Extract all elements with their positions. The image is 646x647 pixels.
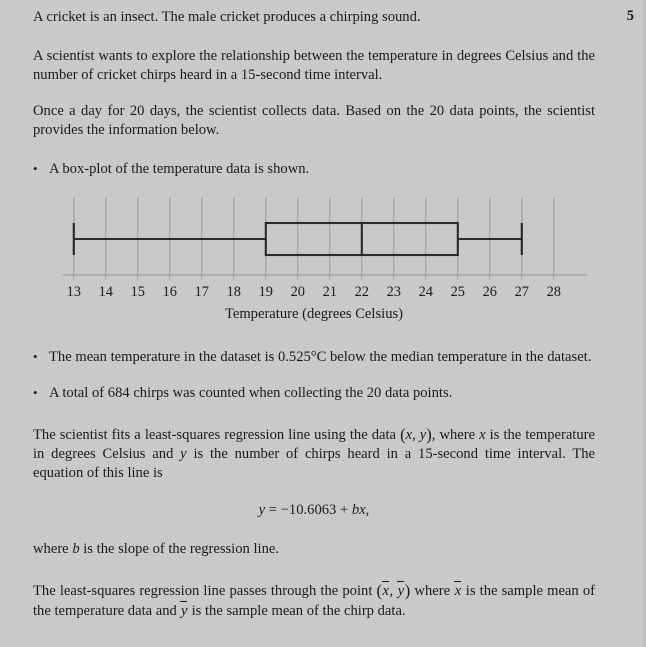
b-symbol: b xyxy=(72,541,80,558)
x-symbol: x xyxy=(405,426,413,443)
x-symbol: x xyxy=(479,426,486,443)
tick-label-20: 20 xyxy=(290,283,305,300)
page-content xyxy=(33,8,595,621)
spacer xyxy=(33,483,595,502)
collection-paragraph: Once a day for 20 days, the scientist collects data. Based on the 20 data points, the scientist provides the information below. xyxy=(33,102,595,138)
mean-point-3: is the sample mean of the temperature data and xyxy=(33,582,595,619)
y-symbol: y xyxy=(180,446,187,463)
tick-label-21: 21 xyxy=(322,283,337,300)
bullet-marker: • xyxy=(33,384,38,400)
list-item xyxy=(33,160,595,179)
tick-label-16: 16 xyxy=(162,283,177,300)
mean-point-2: where xyxy=(410,582,455,599)
equation-y: y xyxy=(258,502,266,519)
y-symbol: y xyxy=(419,426,427,443)
equation-x: x xyxy=(359,502,366,519)
tick-label-28: 28 xyxy=(546,283,561,300)
bullet-marker: • xyxy=(33,160,38,176)
tick-label-18: 18 xyxy=(226,283,241,300)
tick-label-25: 25 xyxy=(450,283,465,300)
spacer xyxy=(33,559,595,580)
spacer xyxy=(33,519,595,540)
tick-label-24: 24 xyxy=(418,283,433,300)
regression-equation xyxy=(33,502,595,519)
spacer xyxy=(33,85,595,102)
mean-close-paren: ) xyxy=(404,581,411,601)
regression-lead-3: is the temperature in degrees Celsius and xyxy=(33,426,596,463)
x-bar-symbol: x xyxy=(382,582,389,599)
tick-label-22: 22 xyxy=(354,283,369,300)
xy-comma: , xyxy=(412,426,420,443)
page-number: 5 xyxy=(626,8,634,24)
mean-point-1: The least-squares regression line passes through the point xyxy=(33,582,377,599)
regression-lead-2: , where xyxy=(431,426,480,443)
spacer xyxy=(33,328,595,348)
y-bar-symbol: y xyxy=(397,582,405,599)
spacer xyxy=(33,27,595,47)
intro-paragraph: A cricket is an insect. The male cricket produces a chirping sound. xyxy=(33,9,421,25)
spacer xyxy=(33,140,595,160)
regression-lead-1: The scientist fits a least-squares regression line using the data xyxy=(33,426,401,443)
slope-note-2: is the slope of the regression line. xyxy=(79,541,280,558)
slope-note-1: where xyxy=(33,541,73,558)
equation-b: b xyxy=(351,502,360,519)
equation-body: = −10.6063 + xyxy=(265,502,352,519)
tick-label-19: 19 xyxy=(258,283,273,300)
equation-trailing: , xyxy=(365,502,370,519)
boxplot-svg xyxy=(33,193,595,305)
bullet-marker: • xyxy=(33,348,38,364)
xy-close-paren: ) xyxy=(426,424,432,444)
mean-bullet-text: The mean temperature in the dataset is 0.525°C below the median temperature in the dataset. xyxy=(49,348,592,365)
tick-label-17: 17 xyxy=(194,283,209,300)
chirps-bullet-text: A total of 684 chirps was counted when collecting the 20 data points. xyxy=(49,384,453,401)
y-bar-symbol: y xyxy=(180,602,188,619)
boxplot-figure xyxy=(33,193,595,328)
spacer xyxy=(33,367,595,384)
spacer xyxy=(33,179,595,193)
purpose-paragraph: A scientist wants to explore the relationship between the temperature in degrees Celsius and the number of cricket chirps heard in a 15-second time interval. xyxy=(33,47,595,83)
spacer xyxy=(33,403,595,424)
x-bar-symbol: x xyxy=(454,582,462,599)
regression-lead-4: is the number of chirps heard in a 15-second time interval. The equation of this line is xyxy=(33,446,596,482)
list-item xyxy=(33,384,595,403)
tick-label-26: 26 xyxy=(482,283,497,300)
mean-comma: , xyxy=(389,582,398,599)
regression-paragraph xyxy=(33,424,595,483)
tick-label-14: 14 xyxy=(98,283,113,300)
tick-label-27: 27 xyxy=(514,283,529,300)
slope-paragraph xyxy=(33,540,595,559)
mean-open-paren: ( xyxy=(376,581,383,601)
mean-point-paragraph xyxy=(33,580,595,620)
xy-open-paren: ( xyxy=(400,424,406,444)
list-item xyxy=(33,348,595,367)
mean-point-4: is the sample mean of the chirp data. xyxy=(187,602,406,619)
tick-label-13: 13 xyxy=(66,283,81,300)
tick-label-23: 23 xyxy=(386,283,401,300)
tick-label-15: 15 xyxy=(130,283,145,300)
boxplot-bullet-text: A box-plot of the temperature data is shown. xyxy=(49,160,310,177)
boxplot-axis-title: Temperature (degrees Celsius) xyxy=(224,305,404,322)
